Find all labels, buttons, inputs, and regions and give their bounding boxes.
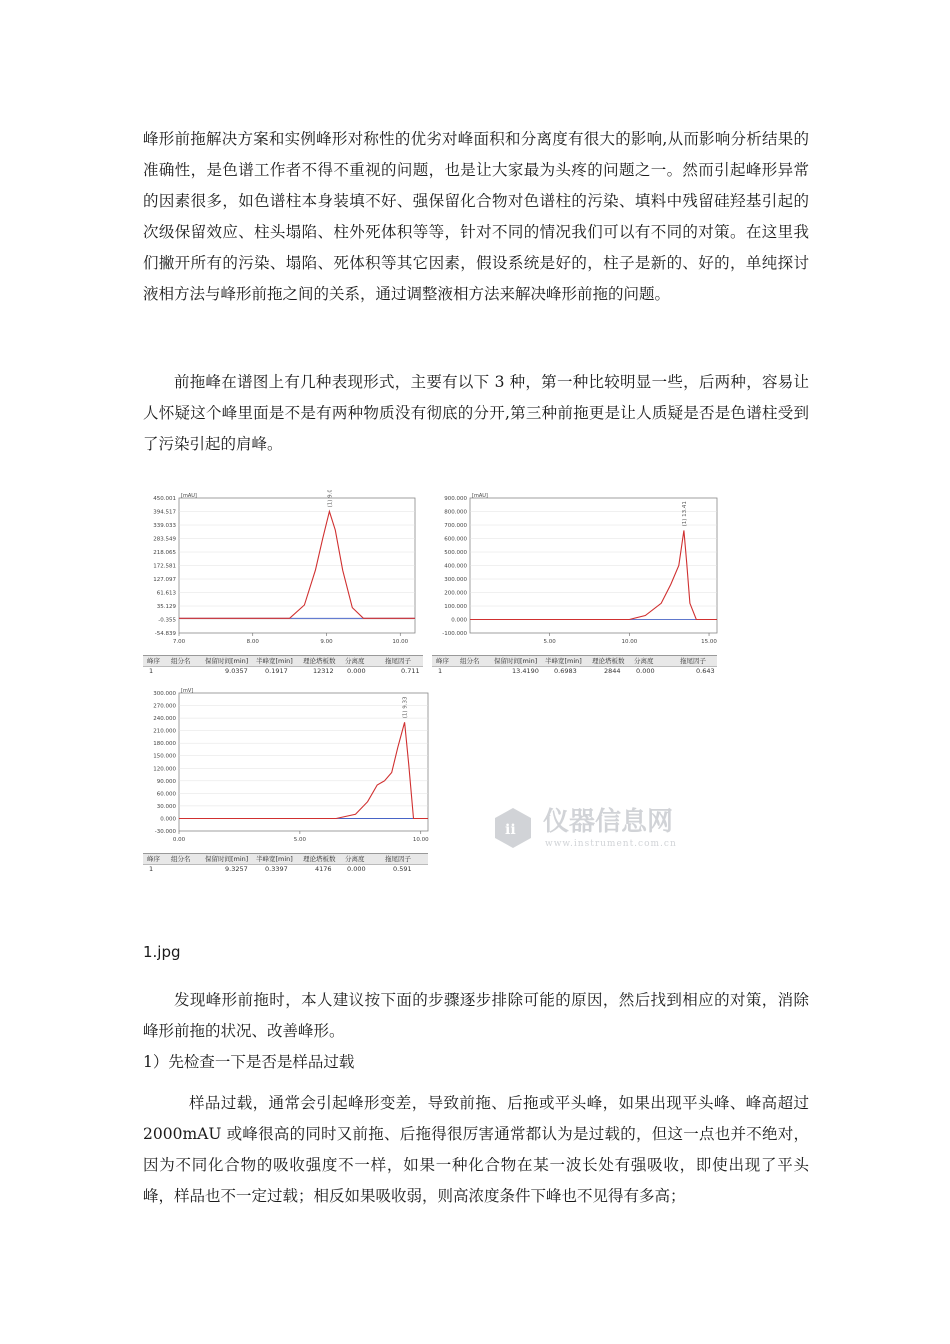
peak-table-2 bbox=[432, 655, 717, 677]
watermark-text: 仪器信息网 bbox=[543, 807, 674, 837]
y-tick-label: 500.000 bbox=[444, 550, 467, 556]
cell-plates: 2844 bbox=[604, 667, 621, 675]
cell-plates: 12312 bbox=[313, 667, 334, 675]
col-resolution: 分离度 bbox=[345, 657, 365, 665]
cell-resolution: 0.000 bbox=[347, 667, 366, 675]
x-tick-label: 9.00 bbox=[320, 639, 333, 645]
y-tick-label: 90.000 bbox=[156, 778, 176, 785]
chromatogram-2 bbox=[432, 490, 722, 680]
cell-peak-no: 1 bbox=[149, 865, 154, 873]
col-tailing: 拖尾因子 bbox=[385, 657, 411, 665]
y-tick-label: 240.000 bbox=[153, 716, 176, 723]
y-tick-label: 30.000 bbox=[156, 803, 176, 810]
svg-text:ii: ii bbox=[505, 822, 516, 838]
y-tick-label: 35.129 bbox=[156, 604, 176, 610]
figure-caption: 1.jpg bbox=[143, 943, 181, 961]
x-tick-label: 0.00 bbox=[172, 837, 186, 843]
col-width: 半峰宽[min] bbox=[256, 657, 293, 665]
y-tick-label: 218.065 bbox=[153, 550, 176, 556]
y-tick-label: 200.000 bbox=[444, 590, 467, 597]
table-row bbox=[143, 666, 423, 676]
chromatogram-3 bbox=[143, 683, 433, 878]
y-tick-label: 450.001 bbox=[153, 496, 176, 502]
chromatogram-2-plot bbox=[432, 490, 722, 650]
y-tick-label: 300.000 bbox=[153, 691, 176, 697]
col-tailing: 拖尾因子 bbox=[385, 855, 411, 863]
col-resolution: 分离度 bbox=[345, 855, 365, 863]
col-rt: 保留时间[min] bbox=[205, 855, 249, 863]
table-row bbox=[143, 864, 428, 874]
col-tailing: 拖尾因子 bbox=[680, 657, 706, 665]
x-tick-label: 8.00 bbox=[246, 639, 259, 645]
y-tick-label: -54.839 bbox=[154, 631, 176, 637]
cell-resolution: 0.000 bbox=[636, 667, 655, 675]
y-tick-label: -100.000 bbox=[442, 631, 467, 637]
y-tick-label: 61.613 bbox=[156, 590, 176, 597]
peak-table-3 bbox=[143, 853, 428, 875]
col-rt: 保留时间[min] bbox=[205, 657, 249, 665]
col-rt: 保留时间[min] bbox=[494, 657, 538, 665]
y-tick-label: 800.000 bbox=[444, 509, 467, 516]
cell-rt: 9.3257 bbox=[225, 865, 248, 873]
y-tick-label: 120.000 bbox=[153, 766, 176, 773]
x-tick-label: 7.00 bbox=[172, 639, 186, 645]
cell-rt: 13.4190 bbox=[512, 667, 539, 675]
paragraph-intro: 峰形前拖解决方案和实例峰形对称性的优劣对峰面积和分离度有很大的影响,从而影响分析结果的准确性，是色谱工作者不得不重视的问题，也是让大家最为头疼的问题之一。然而引起峰形异常的因素很多，如色谱柱本身装填不好、强保留化合物对色谱柱的污染、填料中残留硅羟基引起的次级保留效应、柱头塌陷、柱外死体积等等，针对不同的情况我们可以有不同的对策。在这里我们撇开所有的污染、塌陷、死体积等其它因素，假设系统是好的，柱子是新的、好的，单纯探讨液相方法与峰形前拖之间的关系，通过调整液相方法来解决峰形前拖的问题。 bbox=[143, 130, 809, 303]
peak-label: (1) 9.04 bbox=[327, 490, 334, 508]
peak-table-1 bbox=[143, 655, 423, 677]
y-unit-label: [mAU] bbox=[472, 493, 488, 499]
cell-peak-no: 1 bbox=[438, 667, 443, 675]
paragraph-forms: 前拖峰在谱图上有几种表现形式，主要有以下 3 种，第一种比较明显一些，后两种，容易让人怀疑这个峰里面是不是有两种物质没有彻底的分开,第三种前拖更是让人质疑是否是色谱柱受到了污染引起的肩峰。 bbox=[143, 373, 809, 453]
col-resolution: 分离度 bbox=[634, 657, 654, 665]
x-tick-label: 10.00 bbox=[621, 639, 638, 645]
col-plates: 理论塔板数 bbox=[592, 657, 625, 665]
chromatogram-3-plot bbox=[143, 683, 433, 848]
table-row bbox=[432, 666, 717, 676]
watermark-url: www.instrument.com.cn bbox=[545, 839, 677, 849]
cell-tailing: 0.643 bbox=[696, 667, 715, 675]
y-tick-label: 210.000 bbox=[153, 728, 176, 735]
cell-peak-no: 1 bbox=[149, 667, 154, 675]
peak-label: (1) 9.33 bbox=[402, 696, 409, 719]
peak-label: (1) 13.41 bbox=[681, 501, 688, 527]
col-peak-no: 峰序 bbox=[147, 855, 160, 863]
col-plates: 理论塔板数 bbox=[303, 855, 336, 863]
col-peak-no: 峰序 bbox=[147, 657, 160, 665]
y-tick-label: 0.000 bbox=[451, 617, 467, 624]
cell-rt: 9.0357 bbox=[225, 667, 248, 675]
cell-resolution: 0.000 bbox=[347, 865, 366, 873]
step-1-heading: 1）先检查一下是否是样品过载 bbox=[143, 1053, 355, 1071]
x-tick-label: 5.00 bbox=[543, 639, 556, 645]
y-tick-label: 900.000 bbox=[444, 496, 467, 502]
y-tick-label: 339.033 bbox=[153, 523, 176, 529]
y-tick-label: 0.000 bbox=[160, 816, 176, 823]
y-unit-label: [mV] bbox=[181, 688, 194, 694]
x-tick-label: 10.00 bbox=[392, 639, 409, 645]
y-tick-label: 60.000 bbox=[156, 791, 176, 798]
y-tick-label: 283.549 bbox=[153, 536, 176, 543]
paragraph-steps: 发现峰形前拖时，本人建议按下面的步骤逐步排除可能的原因，然后找到相应的对策，消除峰形前拖的状况、改善峰形。 bbox=[143, 991, 809, 1040]
y-tick-label: 180.000 bbox=[153, 741, 176, 748]
cell-plates: 4176 bbox=[315, 865, 332, 873]
cell-width: 0.1917 bbox=[265, 667, 288, 675]
y-tick-label: 394.517 bbox=[153, 509, 176, 516]
chromatogram-1-plot bbox=[143, 490, 423, 650]
x-tick-label: 10.00 bbox=[412, 837, 429, 843]
watermark-logo-icon bbox=[493, 800, 723, 850]
col-name: 组分名 bbox=[460, 657, 480, 665]
x-tick-label: 5.00 bbox=[293, 837, 306, 843]
cell-tailing: 0.711 bbox=[401, 667, 420, 675]
col-width: 半峰宽[min] bbox=[256, 855, 293, 863]
col-plates: 理论塔板数 bbox=[303, 657, 336, 665]
cell-width: 0.3397 bbox=[265, 865, 288, 873]
y-tick-label: 127.097 bbox=[153, 577, 176, 583]
y-tick-label: 172.581 bbox=[153, 563, 176, 570]
y-unit-label: [mAU] bbox=[181, 493, 197, 499]
col-name: 组分名 bbox=[171, 657, 191, 665]
y-tick-label: 400.000 bbox=[444, 563, 467, 570]
plot-area bbox=[179, 693, 428, 831]
paragraph-overload: 样品过载，通常会引起峰形变差，导致前拖、后拖或平头峰，如果出现平头峰、峰高超过 2000mAU 或峰很高的同时又前拖、后拖得很厉害通常都认为是过载的，但这一点也并不绝对，因为不同化合物的吸收强度不一样，如果一种化合物在某一波长处有强吸收，即使出现了平头峰，样品也不一定过载；相反如果吸收弱，则高浓度条件下峰也不见得有多高； bbox=[143, 1094, 809, 1205]
y-tick-label: -30.000 bbox=[154, 829, 176, 835]
y-tick-label: 270.000 bbox=[153, 703, 176, 710]
y-tick-label: 700.000 bbox=[444, 523, 467, 529]
y-tick-label: 150.000 bbox=[153, 753, 176, 760]
x-tick-label: 15.00 bbox=[701, 639, 717, 645]
y-tick-label: 300.000 bbox=[444, 577, 467, 583]
cell-width: 0.6983 bbox=[554, 667, 577, 675]
chromatogram-1 bbox=[143, 490, 423, 680]
cell-tailing: 0.591 bbox=[393, 865, 412, 873]
col-width: 半峰宽[min] bbox=[545, 657, 582, 665]
y-tick-label: 100.000 bbox=[444, 604, 467, 610]
watermark bbox=[493, 800, 723, 850]
col-name: 组分名 bbox=[171, 855, 191, 863]
y-tick-label: 600.000 bbox=[444, 536, 467, 543]
y-tick-label: -0.355 bbox=[158, 617, 176, 624]
col-peak-no: 峰序 bbox=[436, 657, 449, 665]
